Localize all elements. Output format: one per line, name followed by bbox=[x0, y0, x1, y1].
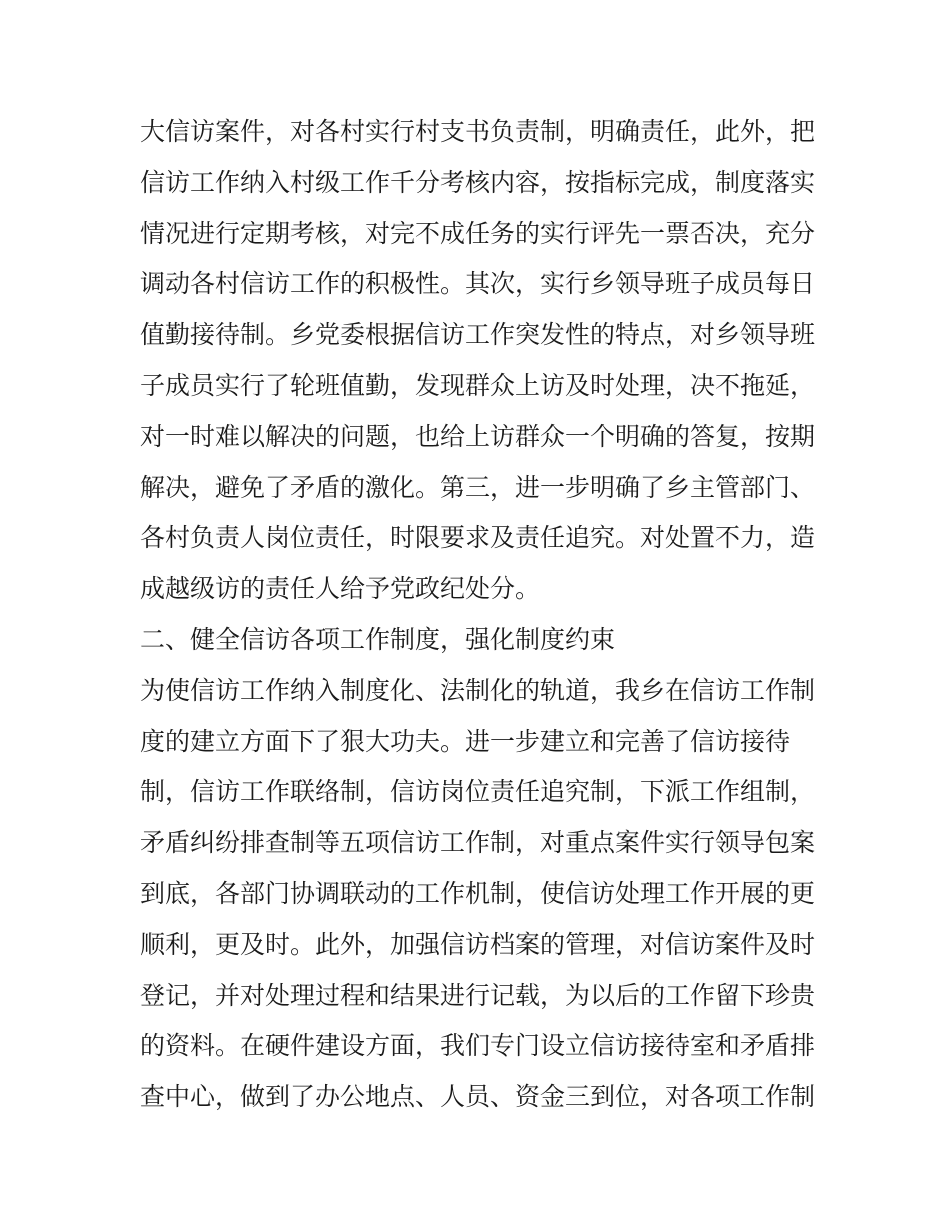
text-line: 大信访案件，对各村实行村支书负责制，明确责任，此外，把 bbox=[140, 117, 816, 146]
text-line: 对一时难以解决的问题，也给上访群众一个明确的答复，按期 bbox=[140, 421, 816, 451]
text-line: 顺利，更及时。此外，加强信访档案的管理，对信访案件及时 bbox=[140, 929, 816, 959]
section-heading: 二、健全信访各项工作制度，强化制度约束 bbox=[140, 624, 616, 654]
text-line: 矛盾纠纷排查制等五项信访工作制，对重点案件实行领导包案 bbox=[140, 828, 816, 858]
text-line: 情况进行定期考核，对完不成任务的实行评先一票否决，充分 bbox=[140, 218, 816, 248]
text-line: 度的建立方面下了狠大功夫。进一步建立和完善了信访接待 bbox=[140, 726, 791, 756]
text-line: 信访工作纳入村级工作千分考核内容，按指标完成，制度落实 bbox=[140, 167, 816, 197]
text-line: 各村负责人岗位责任，时限要求及责任追究。对处置不力，造 bbox=[140, 523, 816, 553]
text-line: 的资料。在硬件建设方面，我们专门设立信访接待室和矛盾排 bbox=[140, 1031, 816, 1061]
text-line: 制，信访工作联络制，信访岗位责任追究制，下派工作组制， bbox=[140, 777, 816, 807]
text-line: 为使信访工作纳入制度化、法制化的轨道，我乡在信访工作制 bbox=[140, 675, 816, 705]
text-line: 调动各村信访工作的积极性。其次，实行乡领导班子成员每日 bbox=[140, 269, 816, 299]
text-line: 子成员实行了轮班值勤，发现群众上访及时处理，决不拖延， bbox=[140, 370, 816, 400]
text-line: 值勤接待制。乡党委根据信访工作突发性的特点，对乡领导班 bbox=[140, 320, 816, 350]
text-line: 查中心，做到了办公地点、人员、资金三到位，对各项工作制 bbox=[140, 1082, 816, 1112]
document-body bbox=[140, 107, 820, 1123]
text-line: 成越级访的责任人给予党政纪处分。 bbox=[140, 574, 541, 604]
text-line: 到底，各部门协调联动的工作机制，使信访处理工作开展的更 bbox=[140, 878, 816, 908]
text-line: 登记，并对处理过程和结果进行记载，为以后的工作留下珍贵 bbox=[140, 980, 816, 1010]
text-line: 解决，避免了矛盾的激化。第三，进一步明确了乡主管部门、 bbox=[140, 472, 816, 502]
